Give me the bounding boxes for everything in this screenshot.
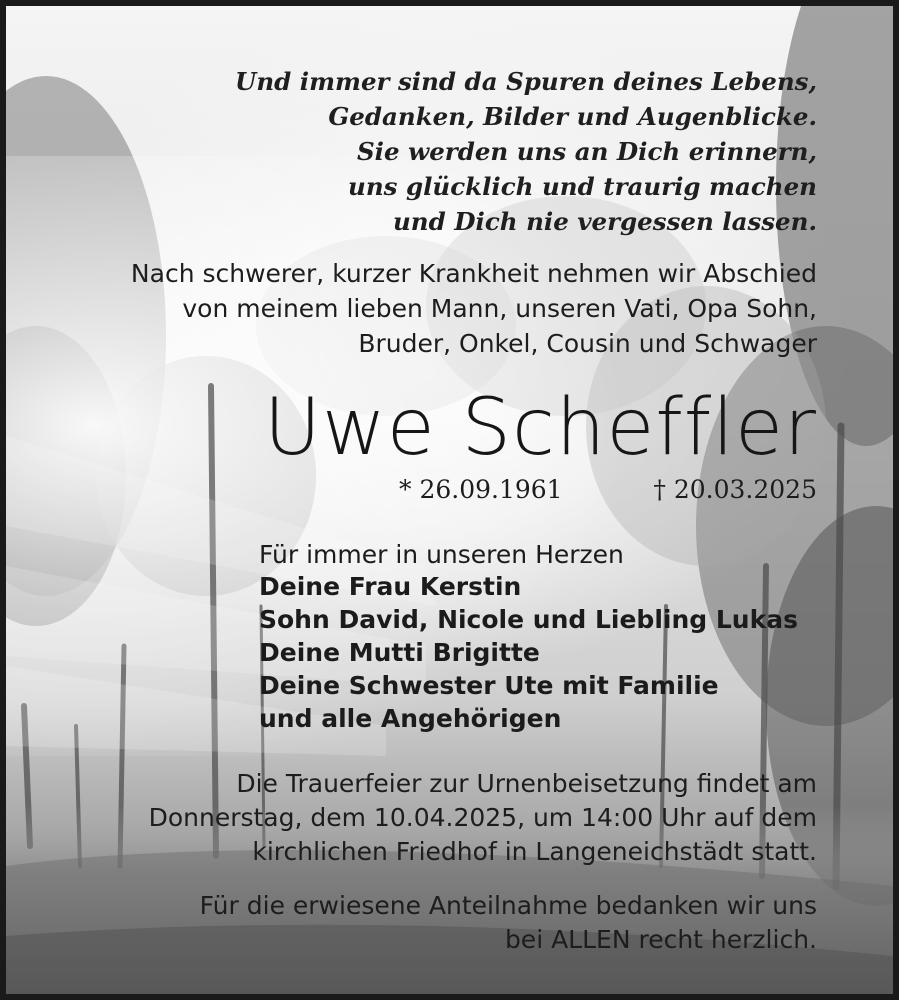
thanks-line: Für die erwiesene Anteilnahme bedanken wir uns [199, 891, 817, 920]
family-member: und alle Angehörigen [259, 704, 562, 733]
death-date: † 20.03.2025 [653, 475, 817, 504]
verse-line: Und immer sind da Spuren deines Lebens, [234, 67, 817, 96]
family-member: Deine Mutti Brigitte [259, 638, 540, 667]
ceremony-line: Die Trauerfeier zur Urnenbeisetzung findet am [236, 769, 817, 798]
intro-line: von meinem lieben Mann, unseren Vati, Opa Sohn, [182, 294, 817, 323]
verse-line: und Dich nie vergessen lassen. [392, 207, 817, 236]
intro-line: Bruder, Onkel, Cousin und Schwager [358, 329, 817, 358]
family-member: Sohn David, Nicole und Liebling Lukas [259, 605, 798, 634]
thanks-line: bei ALLEN recht herzlich. [504, 925, 817, 954]
verse-line: Gedanken, Bilder und Augenblicke. [328, 102, 817, 131]
notice-text [6, 6, 893, 994]
family-heading: Für immer in unseren Herzen [259, 540, 624, 569]
ceremony-line: Donnerstag, dem 10.04.2025, um 14:00 Uhr auf dem [148, 803, 817, 832]
ceremony-line: kirchlichen Friedhof in Langeneichstädt statt. [252, 837, 817, 866]
intro-line: Nach schwerer, kurzer Krankheit nehmen wir Abschied [130, 259, 817, 288]
family-member: Deine Schwester Ute mit Familie [259, 671, 719, 700]
family-member: Deine Frau Kerstin [259, 572, 522, 601]
birth-date: * 26.09.1961 [399, 475, 563, 504]
deceased-name: Uwe Scheffler [263, 383, 817, 473]
verse-line: Sie werden uns an Dich erinnern, [356, 137, 817, 166]
verse-line: uns glücklich und traurig machen [348, 172, 817, 201]
